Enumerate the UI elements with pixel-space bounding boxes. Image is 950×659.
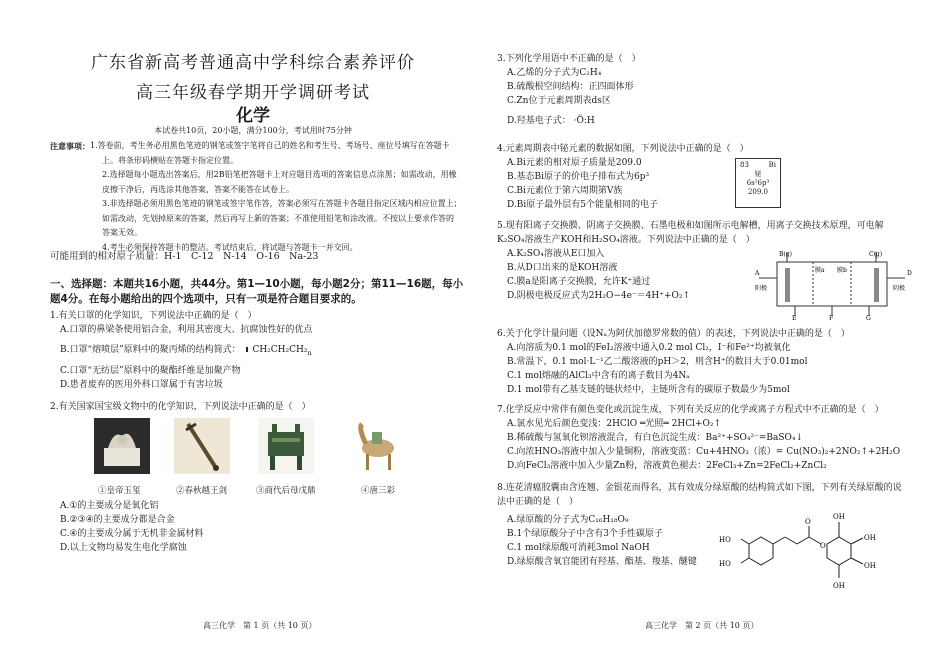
option-b: B.硫酸根空间结构：正四面体形 [507, 82, 634, 92]
exam-title-region: 广东省新高考普通高中学科综合素养评价 [91, 53, 415, 73]
right-page [497, 0, 922, 659]
electrolysis-cell-diagram [755, 248, 915, 320]
option-b: B.从D口出来的是KOH溶液 [507, 263, 618, 273]
atomic-number: 83 [740, 161, 749, 169]
question-stem: 1.有关口罩的化学知识，下列说法中正确的是（ ） [50, 311, 257, 321]
bismuth-element-card [735, 158, 781, 208]
notice-line: 4.考生必须保持答题卡的整洁。考试结束后，将试题与答题卡一并交回。 [102, 242, 358, 252]
inlet-b-label: B(g) [779, 251, 792, 258]
question-stem: 3.下列化学用语中不正确的是（ ） [497, 54, 641, 64]
notice-line: 如需改动，先划掉原来的答案，然后再写上新的答案；不准使用铅笔和涂改液。不按以上要求作答的 [102, 213, 454, 223]
question-6 [497, 327, 850, 397]
option-a: A.乙烯的分子式为C₂H₄ [507, 68, 602, 78]
port-d-label: D [907, 270, 912, 277]
notice-line: 2.选择题每小题选出答案后，用2B铅笔把答题卡上对应题目选项的答案信息点涂黑；如需改动，用橡 [102, 170, 457, 179]
question-stem: 7.化学反应中常伴有颜色变化或沉淀生成，下列有关反应的化学或离子方程式中不正确的是（ ） [497, 405, 884, 415]
hydroxyl-electron-formula: ·Ö:H [573, 116, 595, 126]
oh-label: OH [833, 513, 845, 521]
option-b [50, 343, 312, 360]
question-2-stem: 2.有关国家国宝级文物中的化学知识，下列说法中正确的是（ ） [50, 402, 311, 412]
membrane-b-label: 膜b [837, 267, 847, 274]
option-c: C.向浓HNO₃溶液中加入少量铜粉，溶液变蓝：Cu+4HNO₃（浓）= Cu(NO₃)₂+2NO₂↑+2H₂O [507, 447, 901, 457]
inlet-c-label: C(g) [869, 251, 883, 258]
exam-subject: 化学 [236, 106, 270, 126]
option-a: A.向溶质为0.1 mol的FeI₂溶液中通入0.2 mol Cl₂，I⁻和Fe²⁺均被氧化 [507, 343, 791, 353]
polymer-n: n [307, 348, 312, 357]
cathode-label: 阴极 [893, 285, 906, 292]
artifact-caption: ③商代后母戊鼎 [256, 486, 316, 496]
outlet-f-label: F [829, 315, 834, 320]
option-d [497, 114, 641, 128]
option-a: A.①的主要成分是氧化铝 [60, 501, 159, 511]
page-footer: 高三化学 第 2 页（共 10 页） [645, 621, 759, 630]
option-d: D.绿原酸含氧官能团有羟基、酯基、羧基、醚键 [507, 557, 697, 567]
notice-line: 答案无效。 [102, 228, 142, 237]
polymer-bracket [246, 347, 248, 352]
polymer-formula: CH₂CH₂CH₂ [252, 345, 308, 355]
section-title: 一、选择题：本题共16小题，共44分。第1—10小题，每小题2分；第11—16题，每小题4分。在每小题给出的四个选项中，只有一项是符合题目要求的。 [50, 278, 464, 305]
question-stem: 4.元素周期表中铋元素的数据如图，下列说法中正确的是（ ） [497, 144, 749, 154]
question-stem: 6.关于化学计量问题（设Nₐ为阿伏加德罗常数的值）的表述，下列说法中正确的是（ ） [497, 329, 850, 339]
option-b: B.常温下，0.1 mol·L⁻¹乙二酸溶液的pH＞2，则含H⁺的数目大于0.01mol [507, 357, 808, 367]
exam-title-grade: 高三年级春学期开学调研考试 [136, 83, 370, 103]
membrane-a-label: 膜a [815, 267, 825, 274]
notice-line: 上。将条形码横贴在答题卡指定位置。 [102, 155, 238, 165]
notice-line: 1.答卷前，考生务必用黑色笔迹的钢笔或签字笔将自己的姓名和考生号、考场号、座位号填写在答题卡 [90, 141, 450, 150]
question-3 [497, 52, 641, 128]
notice-line: 皮擦干净后，再选涂其他答案，答案不能答在试卷上。 [102, 184, 294, 194]
artifact-caption: ①皇帝玉玺 [98, 486, 141, 496]
outlet-e-label: E [792, 315, 797, 320]
option-c: C.Bi元素位于第六周期第V族 [507, 186, 623, 196]
option-c: C.膜a是阳离子交换膜，允许K⁺通过 [507, 277, 651, 287]
artifact-caption: ④唐三彩 [361, 486, 396, 496]
artifact-images [86, 418, 466, 498]
page-footer: 高三化学 第 1 页（共 10 页） [203, 621, 317, 630]
option-d: D.Bi原子最外层有5个能量相同的电子 [507, 200, 658, 210]
question-stem-cont: 法中正确的是（ ） [497, 497, 579, 507]
houmuwu-ding-image [258, 418, 314, 474]
atomic-mass: 209.0 [747, 188, 769, 196]
question-stem-cont: K₂SO₄溶液生产KOH和H₂SO₄溶液。下列说法中正确的是（ ） [497, 235, 755, 245]
question-1 [50, 309, 312, 392]
option-b: B.1个绿原酸分子中含有3个手性碳原子 [507, 529, 663, 539]
artifact-caption: ②春秋越王剑 [176, 486, 228, 496]
outlet-g-label: G [866, 315, 871, 320]
option-c: C.1 mol熔融的AlCl₃中含有的离子数目为4Nₐ [507, 371, 690, 381]
tang-sancai-camel-image [348, 418, 404, 474]
element-symbol: Bi [768, 161, 776, 169]
exam-meta: 本试卷共10页，20小题，满分100分，考试用时75分钟 [154, 126, 352, 135]
option-c: C.Zn位于元素周期表ds区 [507, 96, 611, 106]
element-name: 铋 [754, 170, 762, 178]
chlorogenic-acid-structure [719, 506, 899, 592]
option-b: B.基态Bi原子的价电子排布式为6p³ [507, 172, 650, 182]
carbonyl-o-label: O [805, 518, 811, 526]
option-b-text: B.口罩“熔喷层”原料中的聚丙烯的结构简式： [60, 345, 241, 355]
option-d: D.以上文物均易发生电化学腐蚀 [60, 543, 187, 553]
relative-atomic-masses: 可能用到的相对原子质量：H-1 C-12 N-14 O-16 Na-23 [50, 251, 319, 262]
oh-label: OH [864, 562, 876, 570]
ho-label: HO [719, 536, 731, 544]
option-a: A.Bi元素的相对原子质量是209.0 [507, 158, 642, 168]
option-b: B.稀硫酸与氢氧化钡溶液混合，有白色沉淀生成：Ba²⁺+SO₄²⁻=BaSO₄↓ [507, 433, 804, 443]
oh-label: OH [833, 582, 845, 590]
option-d: D.向FeCl₃溶液中加入少量Zn粉，溶液黄色褪去：2FeCl₃+Zn=2FeCl₂+ZnCl₂ [507, 461, 827, 471]
oh-label: OH [864, 534, 876, 542]
option-a: A.氯水见光后颜色变浅：2HClO ═光照═ 2HCl+O₂↑ [507, 419, 722, 429]
option-d: D.阴极电极反应式为2H₂O−4e⁻＝4H⁺+O₂↑ [507, 291, 691, 301]
option-a: A.绿原酸的分子式为C₁₆H₁₈O₉ [507, 515, 629, 525]
ho-label: HO [719, 560, 731, 568]
option-c: C.口罩“无纺层”原料中的聚酯纤维是加聚产物 [60, 365, 241, 376]
anode-label: 阳极 [755, 285, 768, 292]
option-d: D.患者废弃的医用外科口罩属于有害垃圾 [60, 379, 223, 390]
notice-line: 3.非选择题必须用黑色笔迹的钢笔或签字笔作答，答案必须写在答题卡各题目指定区域内相应位置上； [102, 199, 462, 208]
notice-block [50, 139, 468, 255]
option-a: A.K₂SO₄溶液从E口加入 [507, 249, 605, 259]
option-c: C.1 mol绿原酸可消耗3mol NaOH [507, 543, 650, 553]
option-b: B.②③④的主要成分都是合金 [60, 515, 175, 525]
question-stem: 8.连花清瘟胶囊由含连翘、金银花而得名，其有效成分绿原酸的结构简式如下图，下列有关绿原酸的说 [497, 483, 902, 493]
option-a: A.口罩的鼻梁条使用铝合金，利用其密度大、抗腐蚀性好的优点 [60, 325, 313, 335]
yue-sword-image [174, 418, 230, 474]
port-a-label: A [755, 270, 760, 277]
option-d-text: D.羟基电子式： [507, 116, 571, 126]
question-2-options [60, 499, 204, 555]
ester-o-label: O [820, 542, 826, 550]
question-stem: 5.现有阳离子交换膜、阴离子交换膜、石墨电极和如图所示电解槽，用离子交换技术原理，可电解 [497, 221, 884, 231]
option-d: D.1 mol带有乙基支链的链状烃中，主链所含有的碳原子数最少为5mol [507, 385, 790, 395]
option-c: C.④的主要成分属于无机非金属材料 [60, 529, 204, 539]
jade-seal-image [94, 418, 150, 474]
left-page [38, 0, 468, 659]
question-4 [497, 142, 749, 212]
valence-config: 6s²6p³ [746, 179, 770, 187]
notice-label: 注意事项： [50, 141, 90, 151]
question-7 [497, 403, 900, 473]
